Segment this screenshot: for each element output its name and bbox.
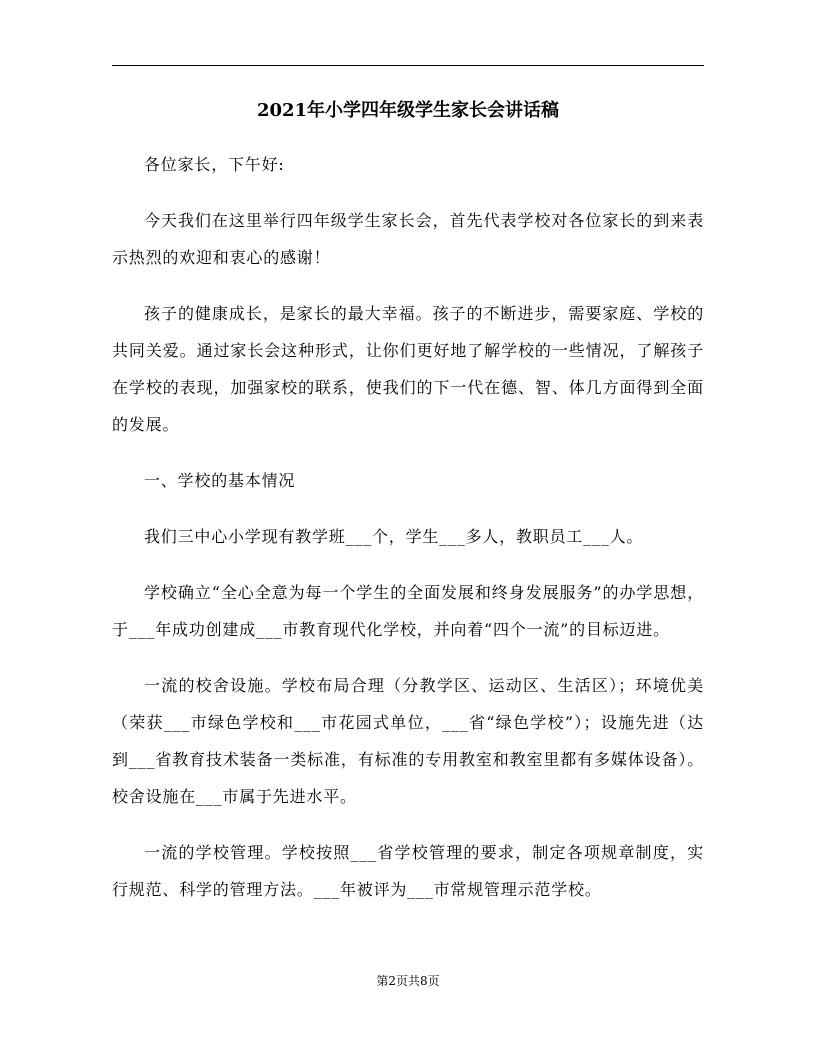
school-stats-paragraph: 我们三中心小学现有教学班___个，学生___多人，教职员工___人。 [144,527,644,546]
greeting-paragraph: 各位家长，下午好: [144,155,285,174]
facilities-paragraph: 一流的校舍设施。学校布局合理（分教学区、运动区、生活区）；环境优美（荣获___市绿色学校和___市花园式单位，___省“绿色学校”）；设施先进（达到___省教育技术装备一类标准，有标准的专用教室和教室里都有多媒体设备）。校舍设施在___市属于先进水平。 [112,676,704,806]
document-body [112,146,704,927]
page-number-footer: 第2页共8页 [376,974,440,988]
management-paragraph: 一流的学校管理。学校按照___省学校管理的要求，制定各项规章制度，实行规范、科学的管理方法。___年被评为___市常规管理示范学校。 [112,843,704,899]
welcome-paragraph: 今天我们在这里举行四年级学生家长会，首先代表学校对各位家长的到来表示热烈的欢迎和衷心的感谢！ [112,211,704,267]
document-title: 2021年小学四年级学生家长会讲话稿 [256,100,560,121]
header-rule [112,65,704,66]
purpose-paragraph: 孩子的健康成长，是家长的最大幸福。孩子的不断进步，需要家庭、学校的共同关爱。通过家长会这种形式，让你们更好地了解学校的一些情况，了解孩子在学校的表现，加强家校的联系，使我们的下一代在德、智、体几方面得到全面的发展。 [112,304,704,434]
section-heading: 一、学校的基本情况 [144,471,296,490]
school-philosophy-paragraph: 学校确立“全心全意为每一个学生的全面发展和终身发展服务”的办学思想，于___年成功创建成___市教育现代化学校，并向着“四个一流”的目标迈进。 [112,583,704,639]
